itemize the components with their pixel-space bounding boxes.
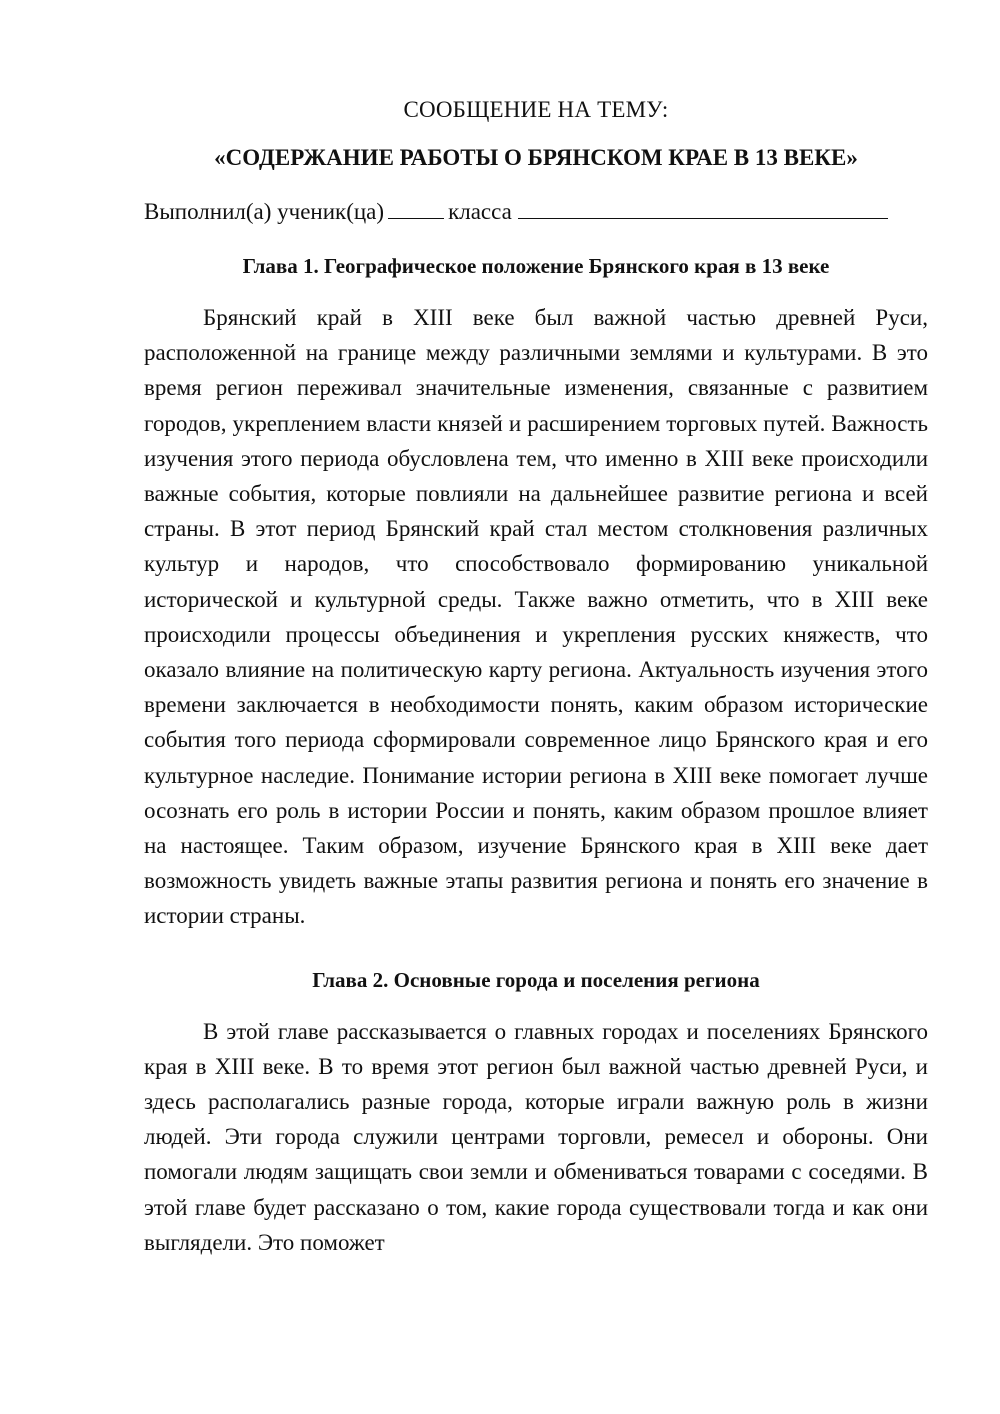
author-prefix: Выполнил(а) ученик(ца) bbox=[144, 199, 385, 224]
chapter-2-text: В этой главе рассказывается о главных городах и поселениях Брянского края в XIII веке. В то время этот регион был важной частью древней Руси, и здесь располагались разные города, которые играли важную роль в жизни людей. Эти города служили центрами торговли, ремесел и обороны. Они помогали людям защищать свои земли и обмениваться товарами с соседями. В этой главе будет рассказано о том, какие города существовали тогда и как они выглядели. Это поможет bbox=[144, 1018, 928, 1255]
document-body bbox=[144, 92, 928, 1260]
author-line bbox=[144, 192, 928, 230]
class-number-blank bbox=[388, 192, 444, 219]
title-line-2: «СОДЕРЖАНИЕ РАБОТЫ О БРЯНСКОМ КРАЕ В 13 ВЕКЕ» bbox=[214, 145, 858, 170]
title-line-1: СООБЩЕНИЕ НА ТЕМУ: bbox=[403, 97, 669, 122]
chapter-2-heading: Глава 2. Основные города и поселения региона bbox=[312, 967, 760, 992]
chapter-1-text: Брянский край в XIII веке был важной частью древней Руси, расположенной на границе между различными землями и культурами. В это время регион переживал значительные изменения, связанные с развитием городов, укреплением власти князей и расширением торговых путей. Важность изучения этого периода обусловлена тем, что именно в XIII веке происходили важные события, которые повлияли на дальнейшее развитие региона и всей страны. В этот период Брянский край стал местом столкновения различных культур и народов, что способствовало формированию уникальной исторической и культурной среды. Также важно отметить, что в XIII веке происходили процессы объединения и укрепления русских княжеств, что оказало влияние на политическую карту региона. Актуальность изучения этого времени заключается в необходимости понять, каким образом исторические события того периода сформировали современное лицо Брянского края и его культурное наследие. Понимание истории региона в XIII веке помогает лучше осознать его роль в истории России и понять, каким образом прошлое влияет на настоящее. Таким образом, изучение Брянского края в XIII веке дает возможность увидеть важные этапы развития региона и понять его значение в истории страны. bbox=[144, 305, 928, 929]
chapter-1-heading: Глава 1. Географическое положение Брянского края в 13 веке bbox=[242, 254, 830, 278]
author-class-word: класса bbox=[448, 199, 512, 224]
author-name-blank bbox=[518, 192, 888, 219]
